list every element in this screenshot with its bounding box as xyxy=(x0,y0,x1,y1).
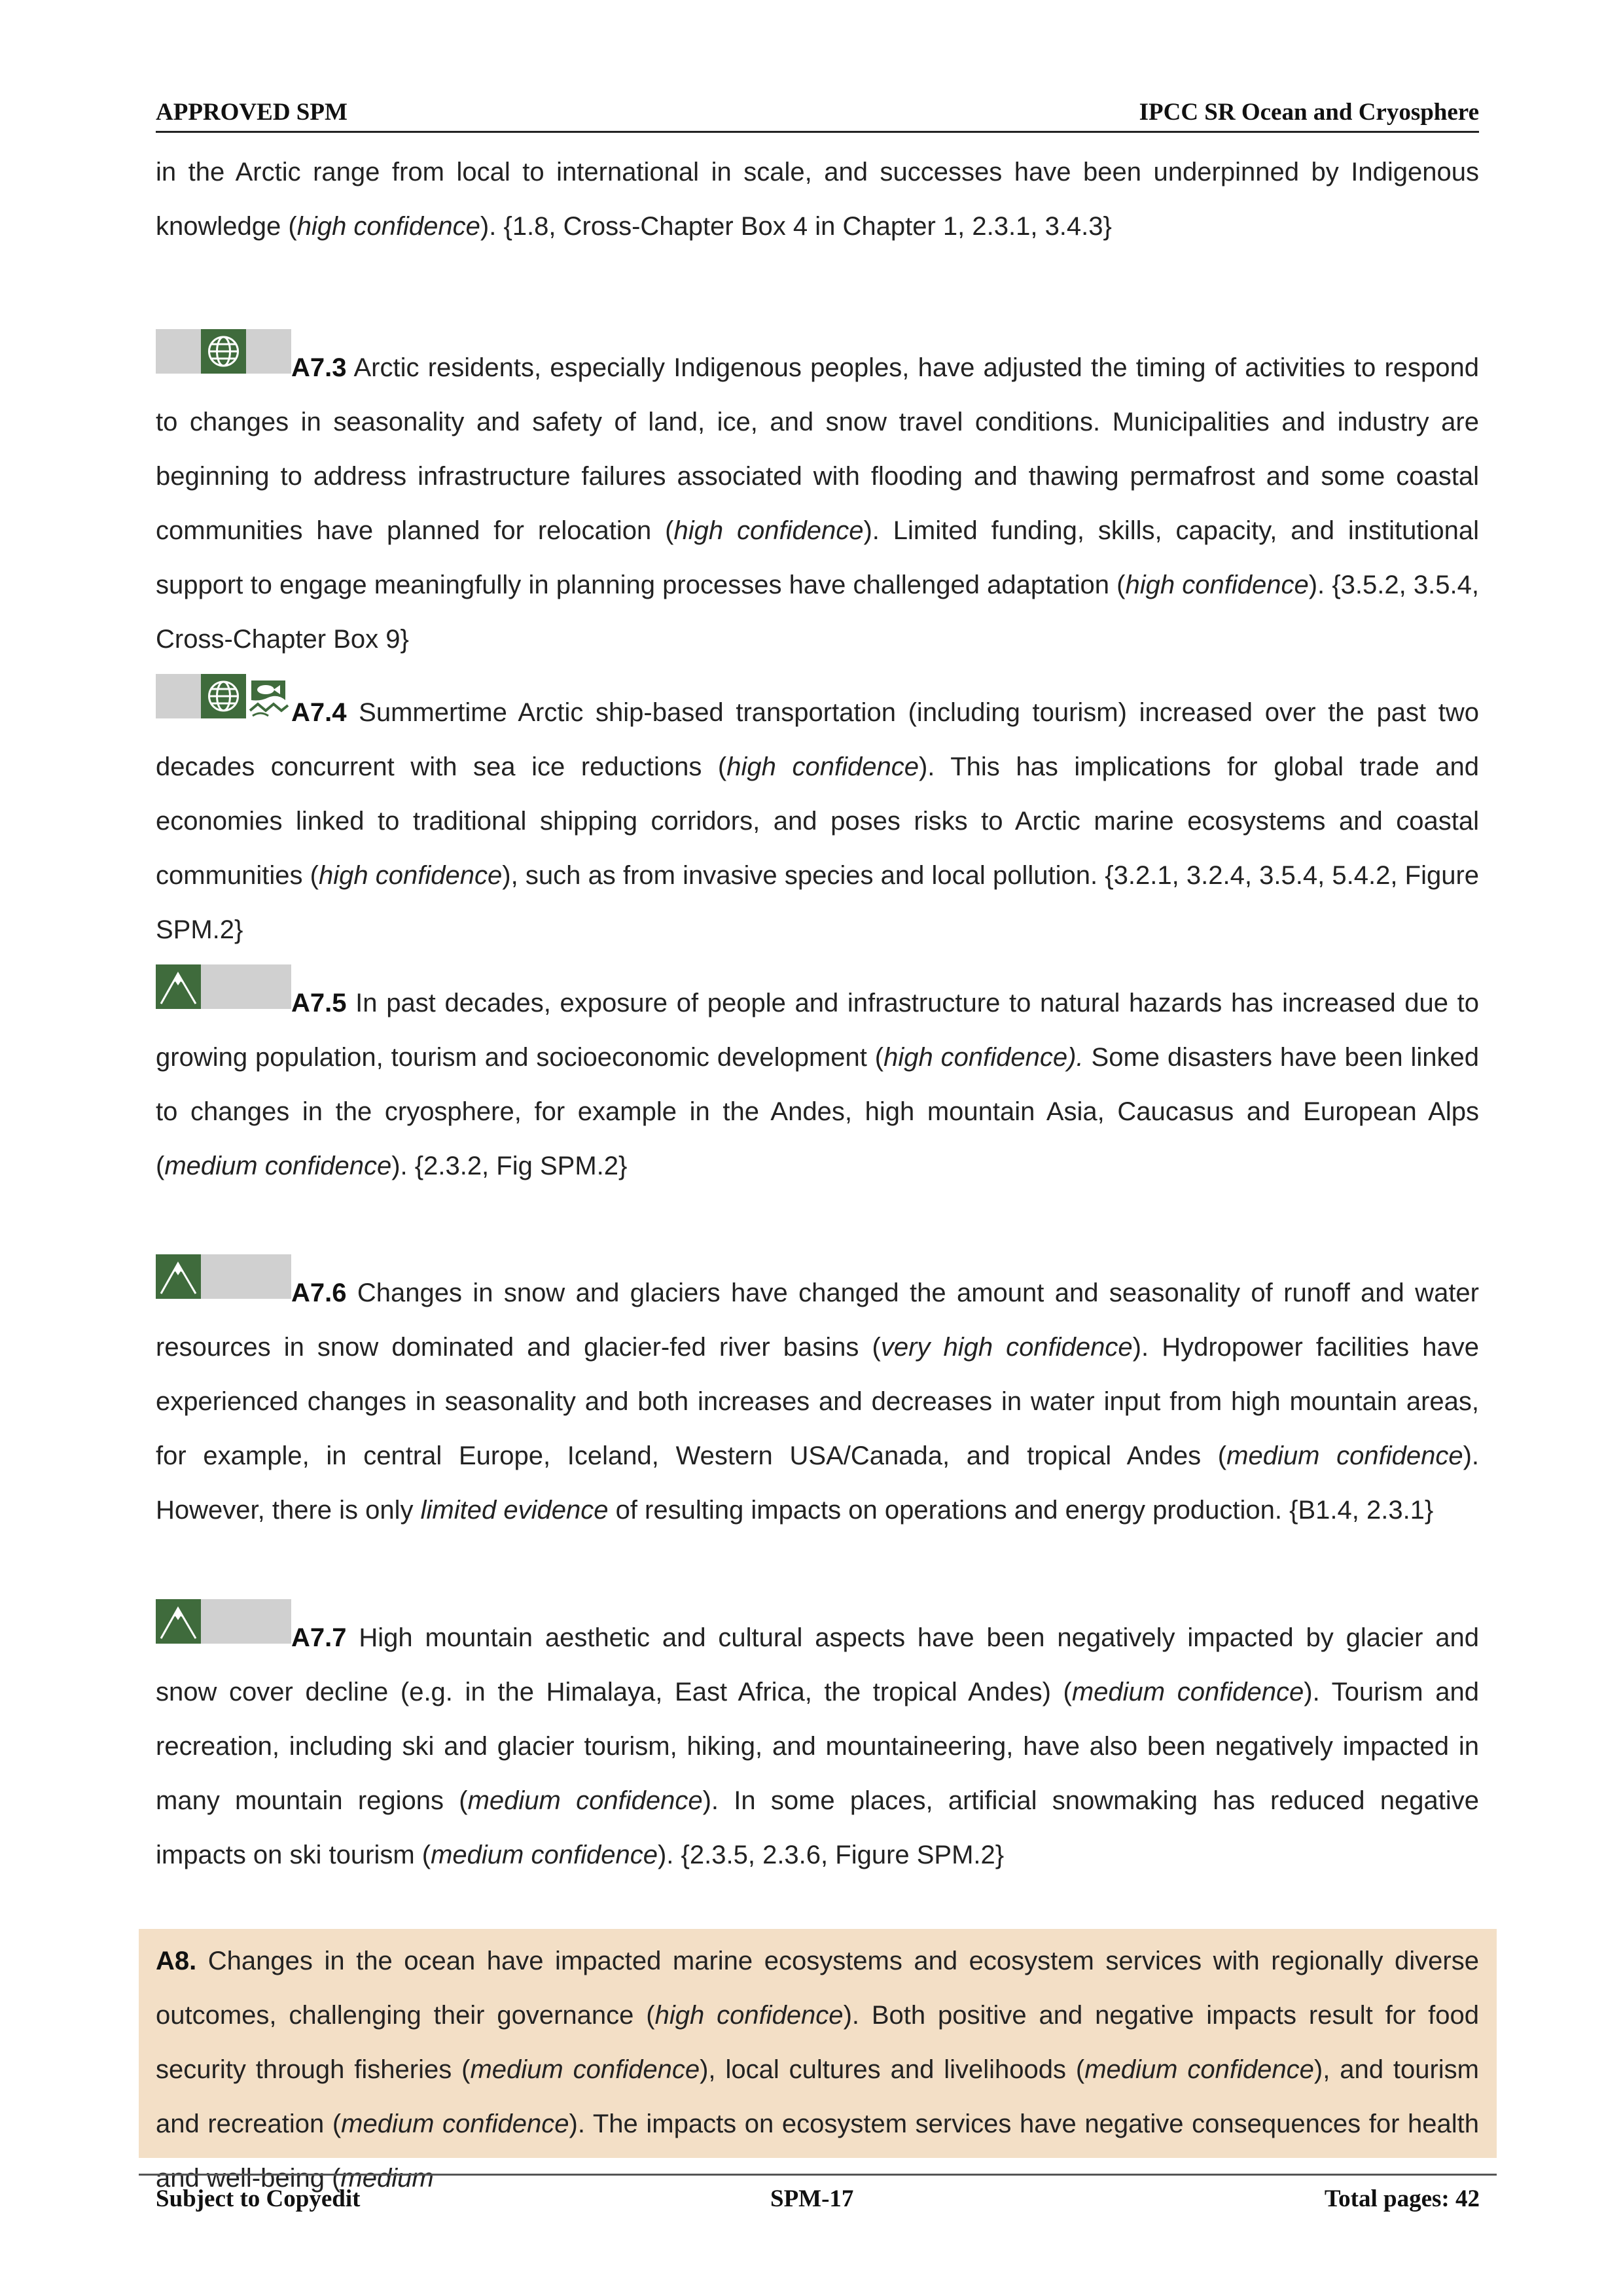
label-a7-6: A7.6 xyxy=(291,1279,347,1307)
fish-ship-icon xyxy=(246,674,291,718)
header-left: APPROVED SPM xyxy=(156,99,348,126)
paragraph-a7-4: A7.4 Summertime Arctic ship-based transportation (including tourism) increased over the past two decades concurrent with sea ice reductions (high confidence). This has implications for global trade and economies linked to traditional shipping corridors, and poses risks to Arctic marine ecosystems and coastal communities (high confidence), such as from invasive species and local pollution. {3.2.1, 3.2.4, 3.5.4, 5.4.2, Figure SPM.2} xyxy=(156,674,1479,957)
mountain-icon xyxy=(156,1254,201,1299)
footer-left: Subject to Copyedit xyxy=(156,2185,361,2212)
paragraph-a8: A8. Changes in the ocean have impacted marine ecosystems and ecosystem services with regionally diverse outcomes, challenging their governance (high confidence). Both positive and negative impacts result for food security through fisheries (medium confidence), local cultures and livelihoods (medium confidence), and tourism and recreation (medium confidence). The impacts on ecosystem services have negative consequences for health and well-being (medium xyxy=(156,1947,1480,2193)
headline-box-a8 xyxy=(139,1929,1497,2193)
label-a7-5: A7.5 xyxy=(291,989,347,1017)
icon-strip xyxy=(156,329,291,374)
label-a7-3: A7.3 xyxy=(291,353,347,382)
page-number: SPM-17 xyxy=(770,2185,854,2212)
globe-icon xyxy=(201,674,246,718)
mountain-icon xyxy=(156,964,201,1009)
icon-strip xyxy=(156,1254,291,1299)
icon-strip xyxy=(156,964,291,1009)
label-a7-7: A7.7 xyxy=(291,1623,347,1652)
globe-icon xyxy=(201,329,246,374)
label-a8: A8. xyxy=(156,1947,197,1975)
intro-paragraph: in the Arctic range from local to international in scale, and successes have been underpinned by Indigenous knowledge (high confidence). {1.8, Cross-Chapter Box 4 in Chapter 1, 2.3.1, 3.4.3} xyxy=(156,158,1479,241)
footer-right: Total pages: 42 xyxy=(1324,2185,1480,2212)
paragraph-a7-3: A7.3 Arctic residents, especially Indigenous peoples, have adjusted the timing of activities to respond to changes in seasonality and safety of land, ice, and snow travel conditions. Municipalities and industry are beginning to address infrastructure failures associated with flooding and thawing permafrost and some coastal communities have planned for relocation (high confidence). Limited funding, skills, capacity, and institutional support to engage meaningfully in planning processes have challenged adaptation (high confidence). {3.5.2, 3.5.4, Cross-Chapter Box 9} xyxy=(156,329,1479,667)
mountain-icon xyxy=(156,1599,201,1644)
label-a7-4: A7.4 xyxy=(291,698,347,727)
paragraph-a7-5: A7.5 In past decades, exposure of people and infrastructure to natural hazards has increased due to growing population, tourism and socioeconomic development (high confidence). Some disasters have been linked to changes in the cryosphere, for example in the Andes, high mountain Asia, Caucasus and European Alps (medium confidence). {2.3.2, Fig SPM.2} xyxy=(156,964,1479,1193)
page-header xyxy=(156,94,1479,133)
paragraph-a7-6: A7.6 Changes in snow and glaciers have changed the amount and seasonality of runoff and water resources in snow dominated and glacier-fed river basins (very high confidence). Hydropower facilities have experienced changes in seasonality and both increases and decreases in water input from high mountain areas, for example, in central Europe, Iceland, Western USA/Canada, and tropical Andes (medium confidence). However, there is only limited evidence of resulting impacts on operations and energy production. {B1.4, 2.3.1} xyxy=(156,1254,1479,1538)
paragraph-a7-7: A7.7 High mountain aesthetic and cultural aspects have been negatively impacted by glacier and snow cover decline (e.g. in the Himalaya, East Africa, the tropical Andes) (medium confidence). Tourism and recreation, including ski and glacier tourism, hiking, and mountaineering, have also been negatively impacted in many mountain regions (medium confidence). In some places, artificial snowmaking has reduced negative impacts on ski tourism (medium confidence). {2.3.5, 2.3.6, Figure SPM.2} xyxy=(156,1599,1479,1882)
page-footer xyxy=(139,2174,1497,2215)
icon-strip xyxy=(156,1599,291,1644)
header-right: IPCC SR Ocean and Cryosphere xyxy=(1139,99,1479,126)
icon-strip xyxy=(156,674,291,718)
